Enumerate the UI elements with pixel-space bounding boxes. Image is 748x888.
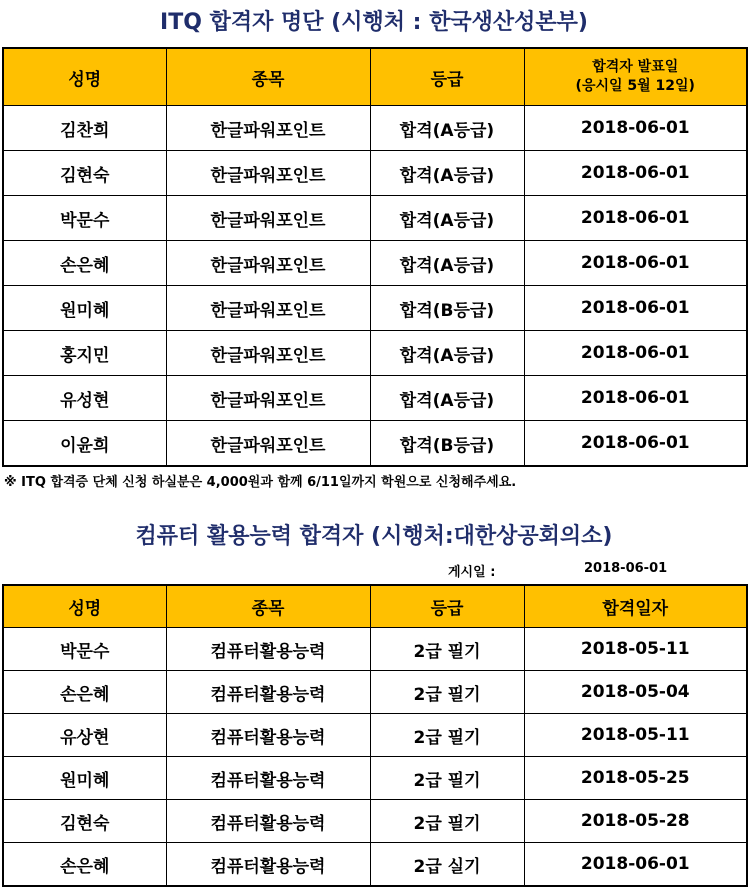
cell-subject: 컴퓨터활용능력 <box>166 757 370 800</box>
itq-table-row <box>3 196 747 241</box>
computer-table-row <box>3 714 747 757</box>
cell-grade: 합격(A등급) <box>370 151 524 196</box>
cell-subject: 컴퓨터활용능력 <box>166 800 370 843</box>
cell-date: 2018-06-01 <box>524 376 747 421</box>
cell-name: 원미혜 <box>3 286 166 331</box>
header-subject: 종목 <box>166 48 370 106</box>
cell-name: 김찬희 <box>3 106 166 151</box>
cell-grade: 합격(A등급) <box>370 331 524 376</box>
cell-name: 이윤희 <box>3 421 166 467</box>
cell-name: 김현숙 <box>3 151 166 196</box>
cell-subject: 한글파워포인트 <box>166 421 370 467</box>
itq-table <box>2 47 748 467</box>
itq-note: ※ ITQ 합격증 단체 신청 하실분은 4,000원과 함께 6/11일까지 학원으로 신청해주세요. <box>4 475 517 490</box>
computer-title: 컴퓨터 활용능력 합격자 (시행처:대한상공회의소) <box>135 524 613 549</box>
cell-subject: 한글파워포인트 <box>166 286 370 331</box>
cell-date: 2018-05-28 <box>524 800 747 843</box>
cell-subject: 한글파워포인트 <box>166 151 370 196</box>
cell-date: 2018-05-25 <box>524 757 747 800</box>
cell-grade: 2급 실기 <box>370 843 524 887</box>
cell-date: 2018-05-11 <box>524 714 747 757</box>
cell-name: 유상현 <box>3 714 166 757</box>
cell-subject: 한글파워포인트 <box>166 196 370 241</box>
computer-header-row <box>3 585 747 628</box>
cell-date: 2018-05-11 <box>524 628 747 671</box>
cell-date: 2018-06-01 <box>524 843 747 887</box>
header-name: 성명 <box>3 585 166 628</box>
itq-table-row <box>3 286 747 331</box>
cell-name: 손은혜 <box>3 671 166 714</box>
header-subject: 종목 <box>166 585 370 628</box>
cell-grade: 합격(B등급) <box>370 421 524 467</box>
header-announce-line2: (응시일 5월 12일) <box>575 78 695 94</box>
cell-date: 2018-06-01 <box>524 151 747 196</box>
cell-subject: 컴퓨터활용능력 <box>166 628 370 671</box>
cell-grade: 합격(B등급) <box>370 286 524 331</box>
cell-grade: 합격(A등급) <box>370 241 524 286</box>
cell-date: 2018-06-01 <box>524 331 747 376</box>
header-announce-date <box>524 48 747 106</box>
cell-name: 유성현 <box>3 376 166 421</box>
posted-date: 2018-06-01 <box>584 561 668 576</box>
cell-grade: 합격(A등급) <box>370 106 524 151</box>
itq-title: ITQ 합격자 명단 (시행처 : 한국생산성본부) <box>160 10 588 35</box>
itq-table-row <box>3 421 747 467</box>
cell-name: 박문수 <box>3 196 166 241</box>
cell-grade: 합격(A등급) <box>370 196 524 241</box>
computer-table-row <box>3 800 747 843</box>
itq-table-row <box>3 376 747 421</box>
cell-name: 손은혜 <box>3 843 166 887</box>
computer-table-row <box>3 671 747 714</box>
cell-name: 홍지민 <box>3 331 166 376</box>
cell-subject: 한글파워포인트 <box>166 331 370 376</box>
header-pass-date: 합격일자 <box>524 585 747 628</box>
computer-table-row <box>3 757 747 800</box>
cell-subject: 한글파워포인트 <box>166 241 370 286</box>
cell-subject: 컴퓨터활용능력 <box>166 714 370 757</box>
cell-date: 2018-06-01 <box>524 241 747 286</box>
cell-subject: 컴퓨터활용능력 <box>166 671 370 714</box>
cell-grade: 합격(A등급) <box>370 376 524 421</box>
cell-subject: 한글파워포인트 <box>166 376 370 421</box>
cell-date: 2018-06-01 <box>524 106 747 151</box>
cell-name: 원미혜 <box>3 757 166 800</box>
cell-name: 박문수 <box>3 628 166 671</box>
cell-grade: 2급 필기 <box>370 800 524 843</box>
cell-grade: 2급 필기 <box>370 714 524 757</box>
header-grade: 등급 <box>370 48 524 106</box>
computer-table-row <box>3 843 747 887</box>
itq-table-row <box>3 151 747 196</box>
cell-name: 손은혜 <box>3 241 166 286</box>
cell-date: 2018-06-01 <box>524 196 747 241</box>
cell-date: 2018-05-04 <box>524 671 747 714</box>
cell-grade: 2급 필기 <box>370 671 524 714</box>
cell-date: 2018-06-01 <box>524 286 747 331</box>
itq-header-row <box>3 48 747 106</box>
header-grade: 등급 <box>370 585 524 628</box>
cell-subject: 컴퓨터활용능력 <box>166 843 370 887</box>
cell-grade: 2급 필기 <box>370 757 524 800</box>
header-name: 성명 <box>3 48 166 106</box>
cell-date: 2018-06-01 <box>524 421 747 467</box>
cell-subject: 한글파워포인트 <box>166 106 370 151</box>
posted-label: 게시일 : <box>448 565 496 580</box>
cell-grade: 2급 필기 <box>370 628 524 671</box>
itq-table-row <box>3 241 747 286</box>
itq-table-row <box>3 331 747 376</box>
computer-table-row <box>3 628 747 671</box>
header-announce-line1: 합격자 발표일 <box>592 59 679 75</box>
itq-table-row <box>3 106 747 151</box>
computer-table <box>2 584 748 887</box>
cell-name: 김현숙 <box>3 800 166 843</box>
